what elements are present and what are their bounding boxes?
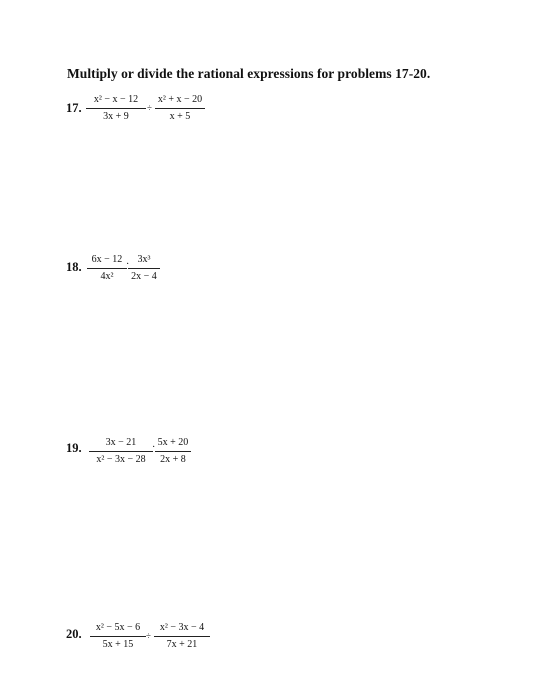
right-denominator: x + 5	[169, 111, 191, 122]
fraction-bar	[90, 636, 146, 637]
right-numerator: x² + x − 20	[157, 94, 203, 105]
fraction-bar	[86, 108, 146, 109]
problem-18	[66, 252, 366, 286]
problem-number: 20.	[66, 627, 82, 641]
left-fraction	[90, 620, 146, 654]
right-denominator: 7x + 21	[166, 639, 198, 650]
right-fraction	[155, 435, 191, 469]
left-numerator: x² − 5x − 6	[95, 622, 141, 633]
left-numerator: 6x − 12	[91, 254, 123, 265]
problem-number: 17.	[66, 101, 82, 115]
right-fraction	[154, 620, 210, 654]
fraction-bar	[87, 268, 127, 269]
problem-20	[66, 620, 366, 654]
left-denominator: 3x + 9	[103, 111, 129, 122]
left-numerator: x² − x − 12	[93, 94, 139, 105]
left-fraction	[89, 435, 156, 469]
multiplication-dot: ·	[152, 442, 156, 453]
right-denominator: 2x + 8	[160, 454, 186, 465]
division-sign: ÷	[147, 103, 152, 113]
right-denominator: 2x − 4	[131, 271, 157, 282]
problem-17	[66, 92, 366, 126]
problem-number: 19.	[66, 441, 82, 455]
right-fraction	[128, 252, 160, 286]
multiplication-dot: ·	[126, 259, 130, 270]
problem-number: 18.	[66, 260, 82, 274]
left-denominator: 5x + 15	[102, 639, 134, 650]
fraction-bar	[155, 108, 205, 109]
left-fraction	[86, 92, 146, 126]
fraction-bar	[155, 451, 191, 452]
right-numerator: x² − 3x − 4	[159, 622, 205, 633]
left-fraction	[87, 252, 130, 286]
left-denominator: 4x²	[100, 271, 114, 282]
right-fraction	[155, 92, 205, 126]
fraction-bar	[154, 636, 210, 637]
page-title: Multiply or divide the rational expressions for problems 17-20.	[67, 66, 431, 81]
right-numerator: 5x + 20	[157, 437, 189, 448]
problem-19	[66, 435, 366, 469]
fraction-bar	[128, 268, 160, 269]
left-numerator: 3x − 21	[105, 437, 137, 448]
left-denominator: x² − 3x − 28	[96, 454, 146, 465]
fraction-bar	[89, 451, 153, 452]
division-sign: ÷	[146, 631, 151, 641]
right-numerator: 3x³	[137, 254, 151, 265]
